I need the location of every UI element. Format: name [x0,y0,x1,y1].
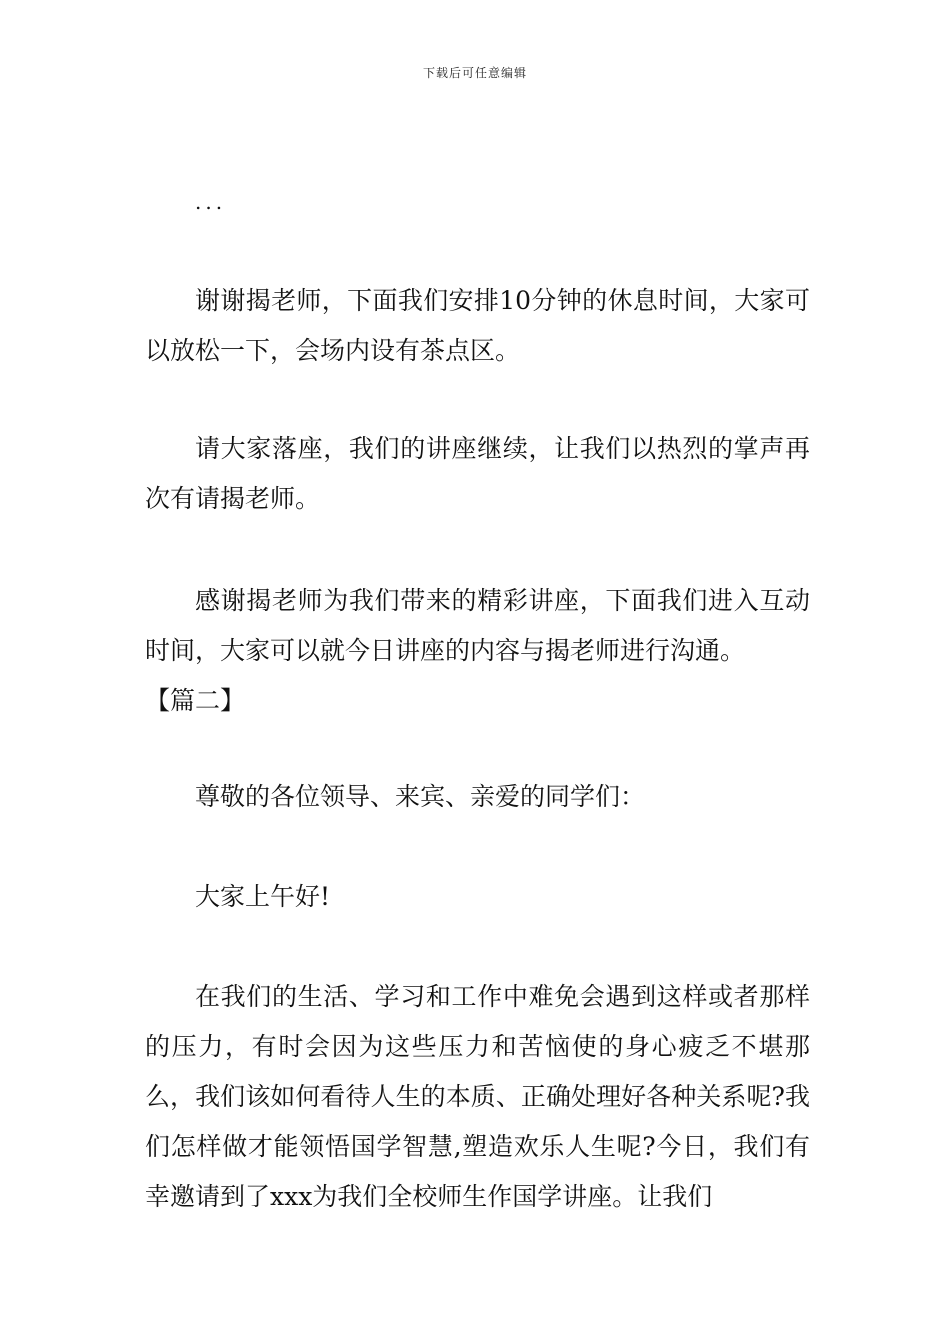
paragraph: 请大家落座，我们的讲座继续，让我们以热烈的掌声再次有请揭老师。 [145,434,810,513]
paragraph: 谢谢揭老师，下面我们安排10分钟的休息时间，大家可以放松一下，会场内设有茶点区。 [145,286,810,365]
paragraph-break-announcement [145,276,810,376]
intro-block [145,972,810,1222]
paragraph-resume-announcement [145,424,810,524]
ellipsis-marker: ... [195,190,227,214]
paragraph: 感谢揭老师为我们带来的精彩讲座，下面我们进入互动时间，大家可以就今日讲座的内容与揭老师进行沟通。 [145,586,810,665]
paragraph-interaction-announcement [145,576,810,726]
hello: 大家上午好! [195,882,331,911]
intro-paragraph: 在我们的生活、学习和工作中难免会遇到这样或者那样的压力，有时会因为这些压力和苦恼使的身心疲乏不堪那么，我们该如何看待人生的本质、正确处理好各种关系呢?我们怎样做才能领悟国学智慧,塑造欢乐人生呢?今日，我们有幸邀请到了xxx为我们全校师生作国学讲座。让我们 [145,982,810,1211]
hello-block [145,872,810,922]
greeting: 尊敬的各位领导、来宾、亲爱的同学们： [195,782,646,811]
greeting-block [145,772,810,822]
header-note: 下载后可任意编辑 [422,66,527,80]
section-label: 【篇二】 [145,686,246,715]
